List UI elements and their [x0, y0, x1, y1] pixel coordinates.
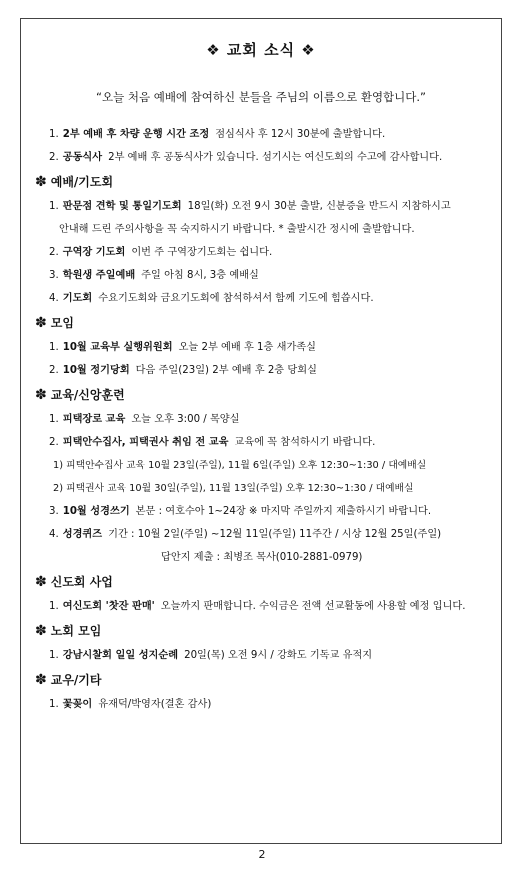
welcome-message: “오늘 처음 예배에 참여하신 분들을 주님의 이름으로 환영합니다.”: [96, 90, 426, 104]
list-item: 2. 피택안수집사, 피택권사 취임 전 교육 교육에 꼭 참석하시기 바랍니다.: [49, 437, 376, 448]
list-item: 1. 여신도회 '찻잔 판매' 오늘까지 판매합니다. 수익금은 전액 선교활동에 사용할 예정 입니다.: [49, 601, 466, 612]
list-item: 1. 피택장로 교육 오늘 오후 3:00 / 목양실: [49, 414, 240, 425]
sub-item: 2) 피택권사 교육 10월 30일(주일), 11월 13일(주일) 오후 12:30~1:30 / 대예배실: [53, 483, 414, 494]
list-item: 2. 10월 정기당회 다음 주일(23일) 2부 예배 후 2층 당회실: [49, 365, 317, 376]
news-content: [35, 123, 491, 716]
section-heading-education: ✽ 교육/신앙훈련: [35, 387, 125, 403]
list-item: 3. 10월 성경쓰기 본문 : 여호수아 1~24장 ※ 마지막 주일까지 제출하시기 바랍니다.: [49, 506, 432, 517]
list-item-continuation: 답안지 제출 : 최병조 목사(010-2881-0979): [161, 552, 363, 563]
section-heading-meetings: ✽ 모임: [35, 315, 74, 331]
list-item: 1. 강남시찰회 일일 성지순례 20일(목) 오전 9시 / 강화도 기독교 유적지: [49, 650, 373, 661]
asterisk-flower-icon: ✽: [35, 672, 47, 688]
list-item: 1. 10월 교육부 실행위원회 오늘 2부 예배 후 1층 새가족실: [49, 342, 316, 353]
list-item: 4. 기도회 수요기도회와 금요기도회에 참석하셔서 함께 기도에 힘씁시다.: [49, 293, 374, 304]
section-heading-fellowship: ✽ 교우/기타: [35, 672, 102, 688]
asterisk-flower-icon: ✽: [35, 315, 47, 331]
section-heading-women: ✽ 신도회 사업: [35, 574, 113, 590]
list-item: 4. 성경퀴즈 기간 : 10월 2일(주일) ~12월 11일(주일) 11주간 / 시상 12월 25일(주일): [49, 529, 442, 540]
page-title: ❖ 교회 소식 ❖: [206, 41, 316, 59]
list-item-continuation: 안내해 드린 주의사항을 꼭 숙지하시기 바랍니다. * 출발시간 정시에 출발합니다.: [59, 224, 415, 235]
list-item: 2. 공동식사 2부 예배 후 공동식사가 있습니다. 섬기시는 여신도회의 수고에 감사합니다.: [49, 152, 443, 163]
sub-item: 1) 피택안수집사 교육 10월 23일(주일), 11월 6일(주일) 오후 12:30~1:30 / 대예배실: [53, 460, 427, 471]
list-item: 2. 구역장 기도회 이번 주 구역장기도회는 쉽니다.: [49, 247, 273, 258]
section-heading-presbytery: ✽ 노회 모임: [35, 623, 102, 639]
list-item: 1. 꽃꽂이 유재덕/박영자(결혼 감사): [49, 699, 212, 710]
list-item: 3. 학원생 주일예배 주일 아침 8시, 3층 예배실: [49, 270, 259, 281]
asterisk-flower-icon: ✽: [35, 174, 47, 190]
asterisk-flower-icon: ✽: [35, 387, 47, 403]
asterisk-flower-icon: ✽: [35, 574, 47, 590]
asterisk-flower-icon: ✽: [35, 623, 47, 639]
page-number: 2: [258, 848, 266, 861]
section-heading-worship: ✽ 예배/기도회: [35, 174, 114, 190]
list-item: 1. 판문점 견학 및 통일기도회 18일(화) 오전 9시 30분 출발, 신분증을 반드시 지참하시고: [49, 201, 451, 212]
list-item: 1. 2부 예배 후 차량 운행 시간 조정 점심식사 후 12시 30분에 출발합니다.: [49, 129, 386, 140]
bulletin-frame: [20, 18, 502, 844]
